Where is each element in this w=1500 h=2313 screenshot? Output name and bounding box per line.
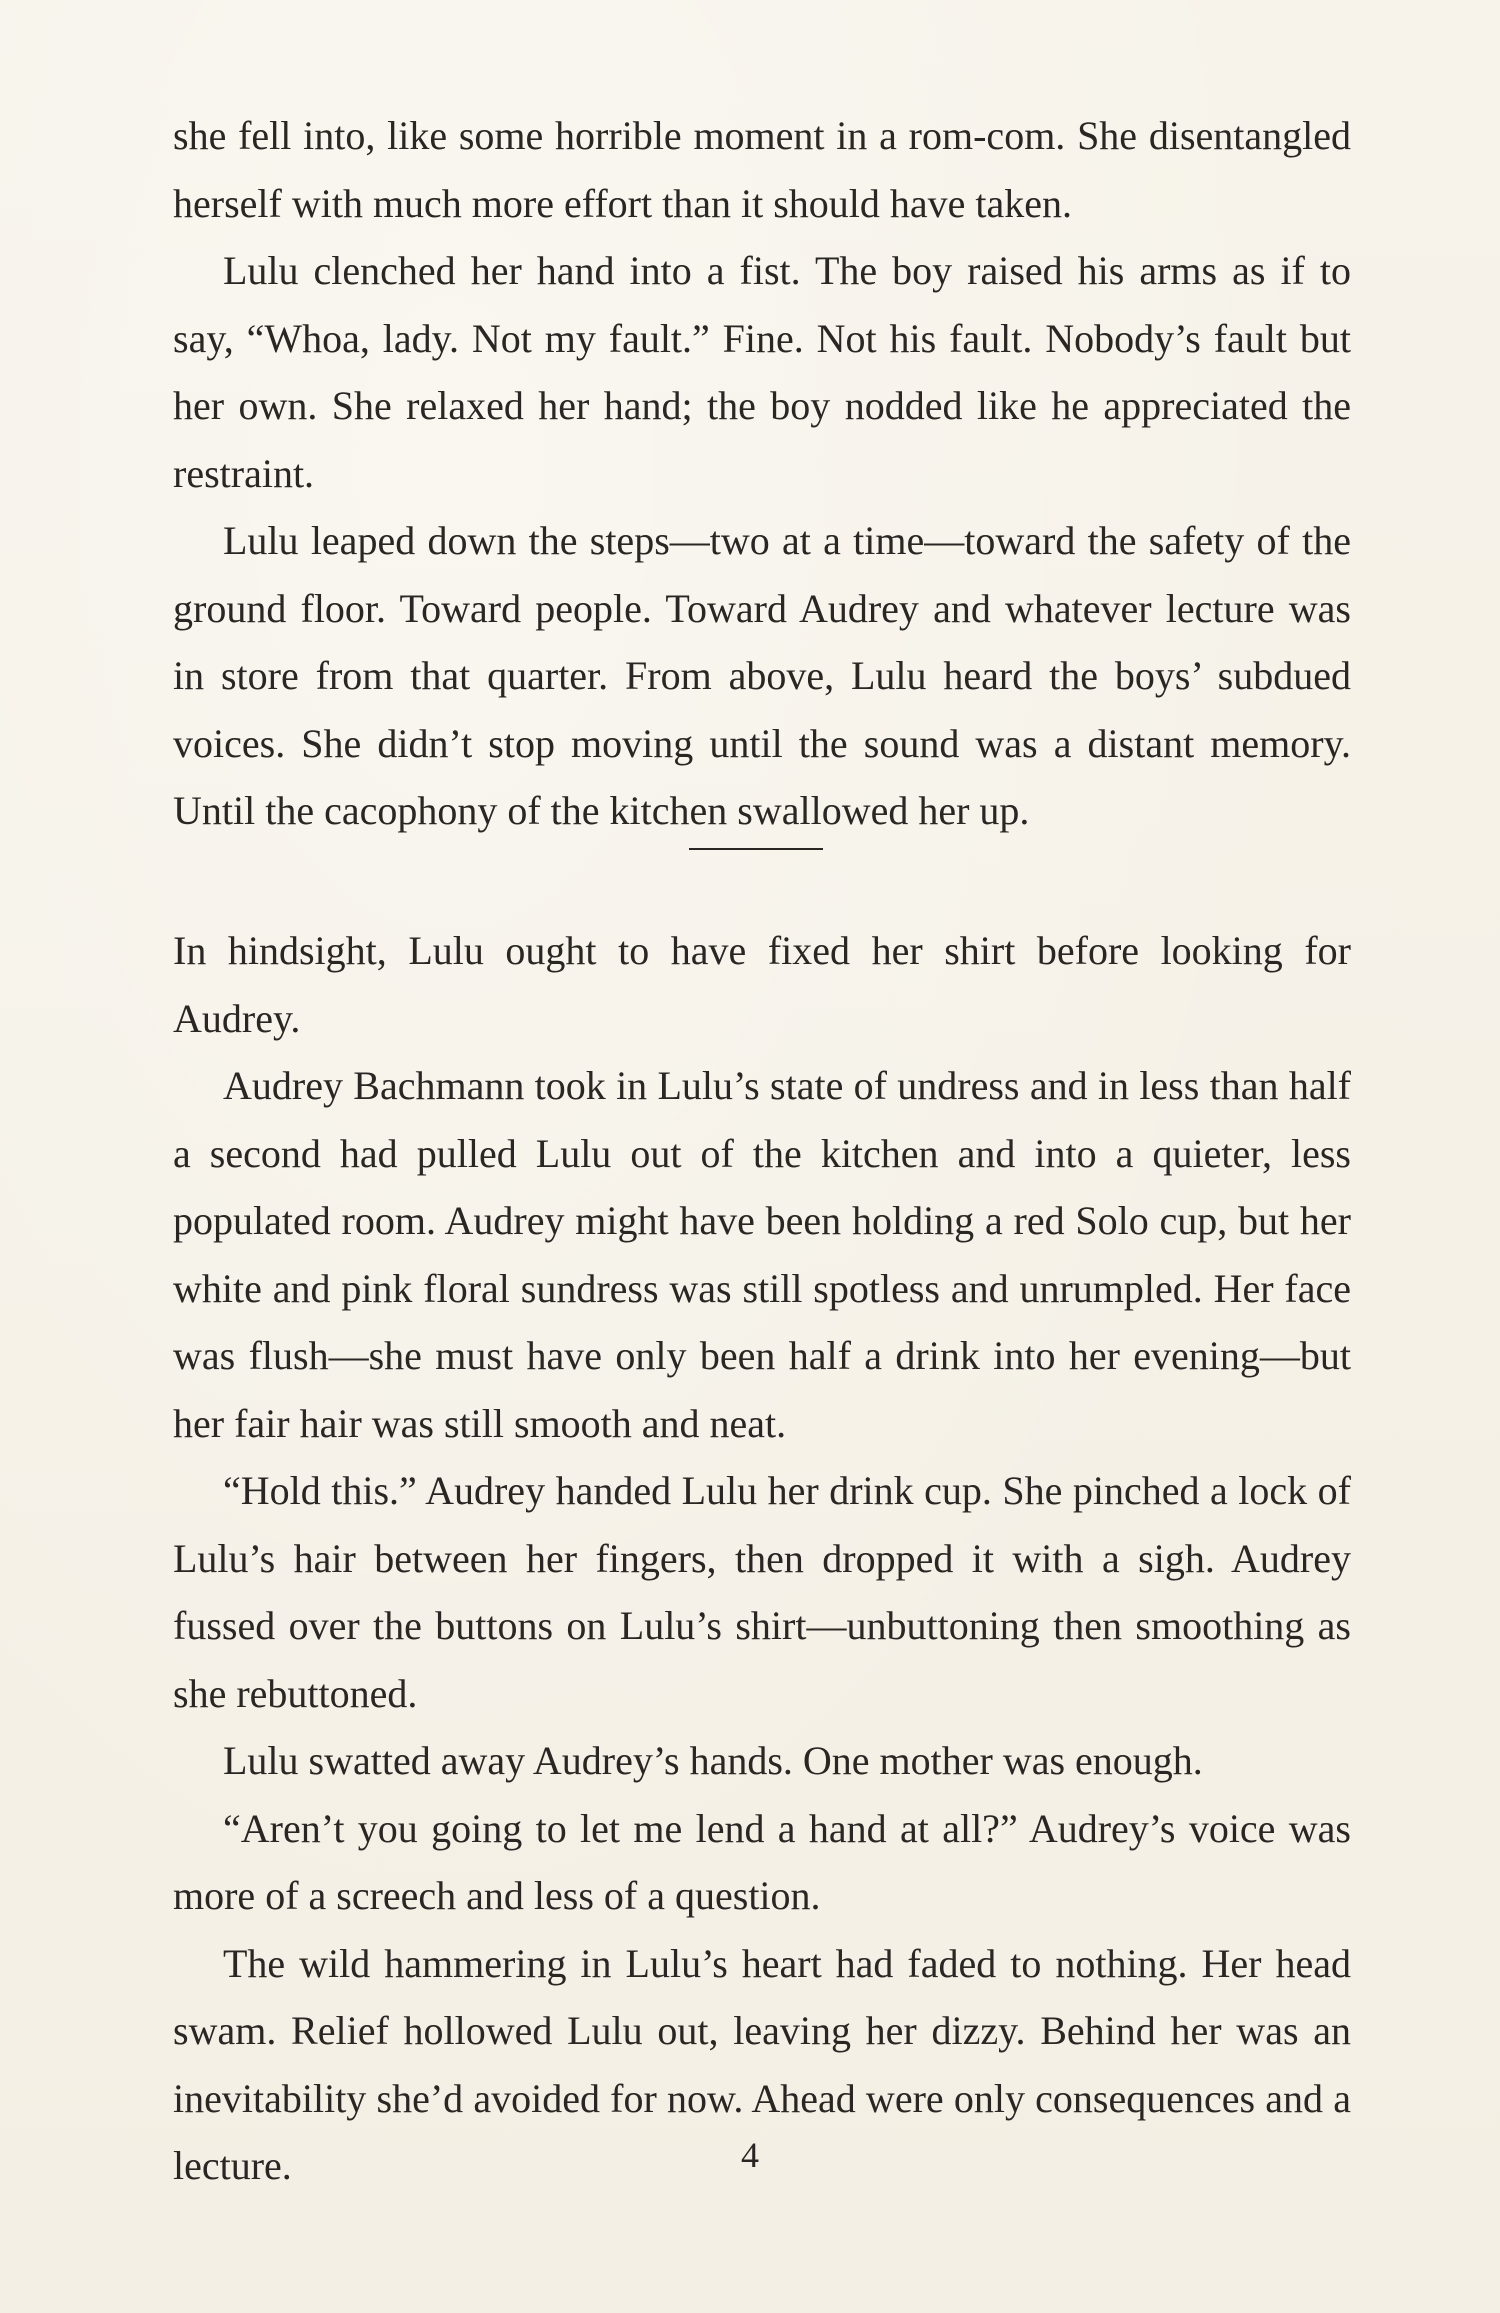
paragraph: In hindsight, Lulu ought to have fixed her shirt before looking for Audrey. xyxy=(173,928,1351,1041)
section-two-text xyxy=(173,917,1351,2200)
paragraph: Audrey Bachmann took in Lulu’s state of undress and in less than half a second had pulled Lulu out of the kitchen and into a quieter, less populated room. Audrey might have been holding a red Solo cup, but her white and pink floral sundress was still spotless and unrumpled. Her face was flush—she must have only been half a drink into her evening—but her fair hair was still smooth and neat. xyxy=(173,1063,1351,1446)
page-number: 4 xyxy=(741,2135,759,2175)
scene-break-divider xyxy=(689,848,823,850)
paragraph: she fell into, like some horrible moment in a rom-com. She disentangled herself with much more effort than it should have taken. xyxy=(173,113,1351,226)
paragraph: Lulu swatted away Audrey’s hands. One mother was enough. xyxy=(223,1738,1203,1783)
paragraph: “Aren’t you going to let me lend a hand at all?” Audrey’s voice was more of a screech and less of a question. xyxy=(173,1805,1351,1918)
paragraph: The wild hammering in Lulu’s heart had faded to nothing. Her head swam. Relief hollowed Lulu out, leaving her dizzy. Behind her was an inevitability she’d avoided for now. Ahead were only consequences and a lecture. xyxy=(173,1940,1351,2188)
paragraph: Lulu leaped down the steps—two at a time—toward the safety of the ground floor. Toward people. Toward Audrey and whatever lecture was in store from that quarter. From above, Lulu heard the boys’ subdued voices. She didn’t stop moving until the sound was a distant memory. Until the cacophony of the kitchen swallowed her up. xyxy=(173,518,1351,833)
paragraph: Lulu clenched her hand into a fist. The boy raised his arms as if to say, “Whoa, lady. Not my fault.” Fine. Not his fault. Nobody’s fault but her own. She relaxed her hand; the boy nodded like he appreciated the restraint. xyxy=(173,248,1351,496)
paragraph: “Hold this.” Audrey handed Lulu her drink cup. She pinched a lock of Lulu’s hair between her fingers, then dropped it with a sigh. Audrey fussed over the buttons on Lulu’s shirt—unbuttoning then smoothing as she rebuttoned. xyxy=(173,1468,1351,1716)
section-one-text xyxy=(173,102,1351,845)
